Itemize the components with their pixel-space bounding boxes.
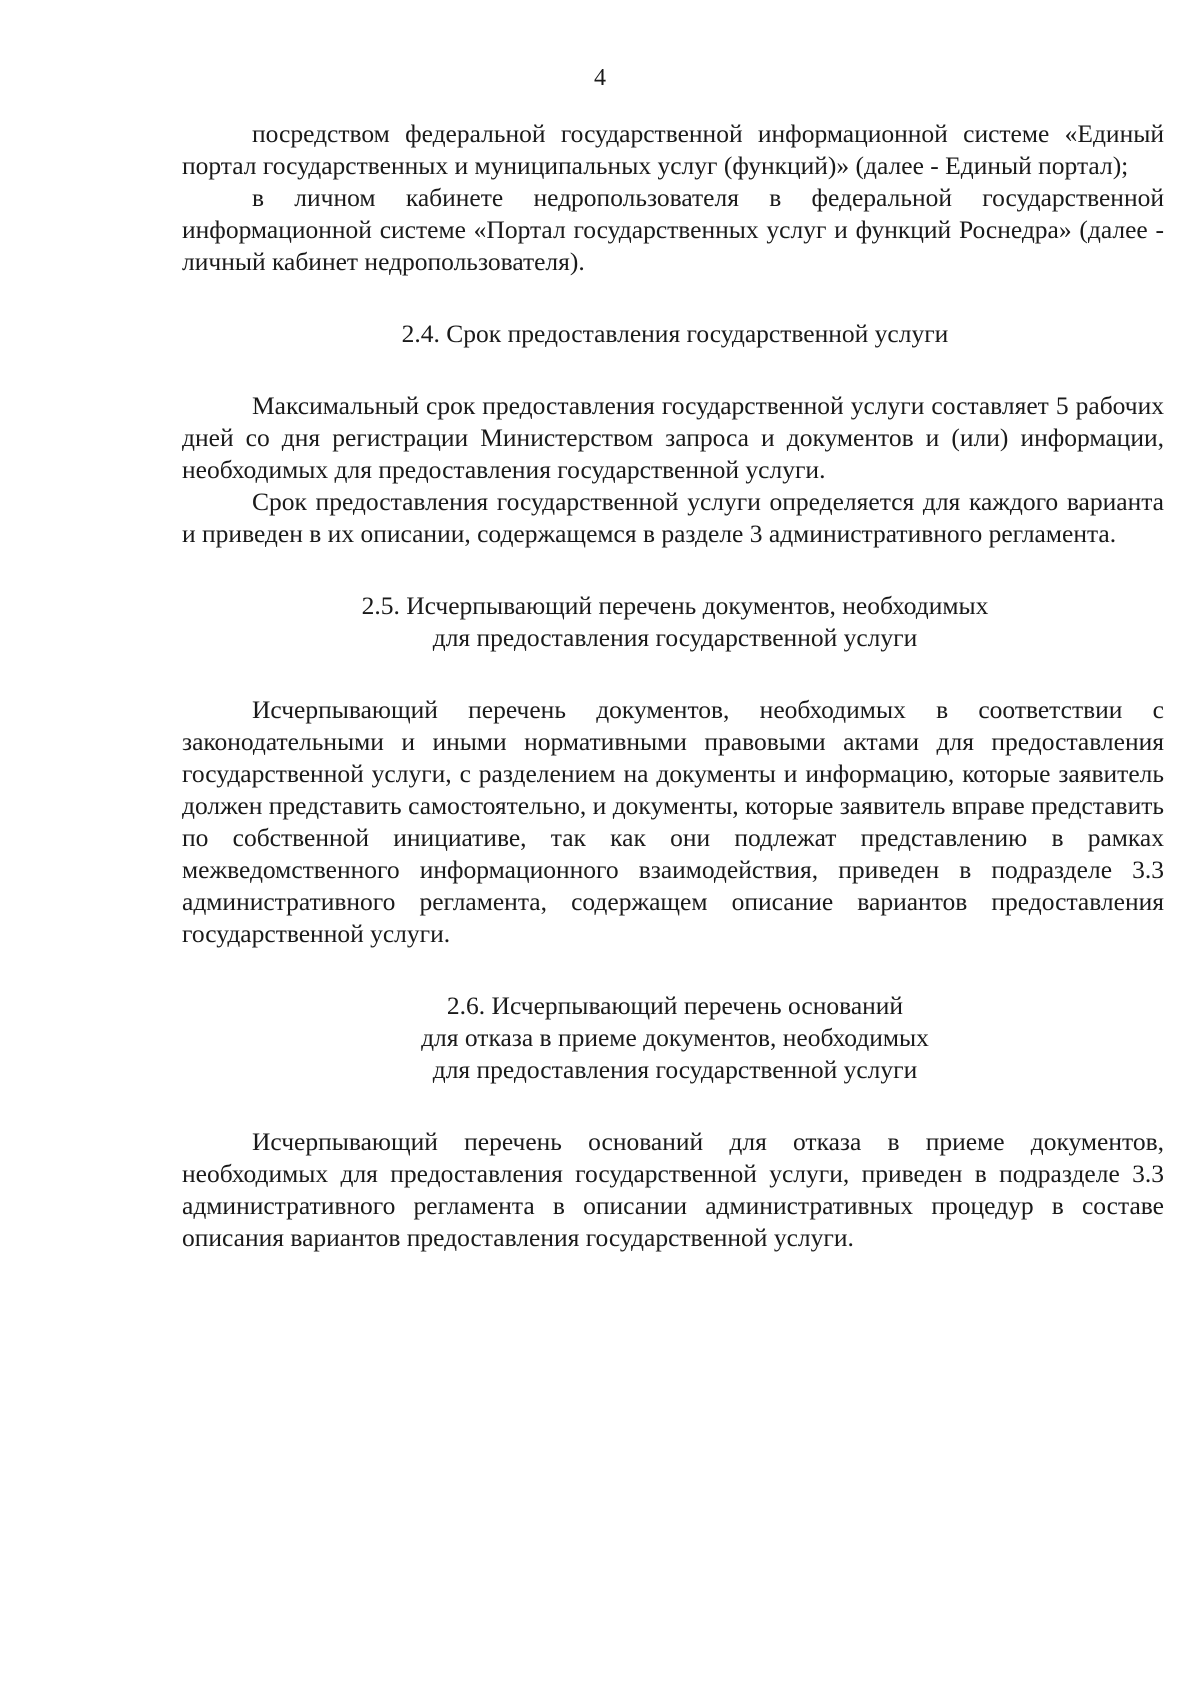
paragraph-refusal-grounds: Исчерпывающий перечень оснований для отказа в приеме документов, необходимых для предоставления государственной услуги, приведен в подразделе 3.3 административного регламента в описании административных процедур в составе описания вариантов предоставления государственной услуги. — [182, 1127, 1164, 1252]
section-heading-2-4 — [182, 318, 1164, 350]
page-number: 4 — [594, 65, 606, 91]
section-heading-2-5-line-2: для предоставления государственной услуги — [432, 623, 918, 652]
section-heading-2-4-line: 2.4. Срок предоставления государственной услуги — [401, 319, 949, 348]
section-heading-2-6-line-2: для отказа в приеме документов, необходимых — [421, 1023, 929, 1052]
paragraph-term-variants: Срок предоставления государственной услуги определяется для каждого варианта и приведен в их описании, содержащемся в разделе 3 административного регламента. — [182, 487, 1164, 548]
paragraph-intro-continuation: посредством федеральной государственной информационной системе «Единый портал государственных и муниципальных услуг (функций)» (далее - Единый портал); — [182, 119, 1164, 180]
paragraph-documents-list: Исчерпывающий перечень документов, необходимых в соответствии с законодательными и иными нормативными правовыми актами для предоставления государственной услуги, с разделением на документы и информацию, которые заявитель должен представить самостоятельно, и документы, которые заявитель вправе представить по собственной инициативе, так как они подлежат представлению в рамках межведомственного информационного взаимодействия, приведен в подразделе 3.3 административного регламента, содержащем описание вариантов предоставления государственной услуги. — [182, 695, 1164, 948]
paragraph-max-term: Максимальный срок предоставления государственной услуги составляет 5 рабочих дней со дня регистрации Министерством запроса и документов и (или) информации, необходимых для предоставления государственной услуги. — [182, 391, 1164, 484]
section-heading-2-6 — [182, 990, 1164, 1086]
section-heading-2-5-line-1: 2.5. Исчерпывающий перечень документов, необходимых — [361, 591, 989, 620]
document-body — [182, 118, 1164, 1254]
section-heading-2-6-line-1: 2.6. Исчерпывающий перечень оснований — [446, 991, 904, 1020]
paragraph-personal-cabinet: в личном кабинете недропользователя в федеральной государственной информационной системе «Портал государственных услуг и функций Роснедра» (далее - личный кабинет недропользователя). — [182, 183, 1164, 276]
section-heading-2-5 — [182, 590, 1164, 654]
section-heading-2-6-line-3: для предоставления государственной услуги — [432, 1055, 918, 1084]
